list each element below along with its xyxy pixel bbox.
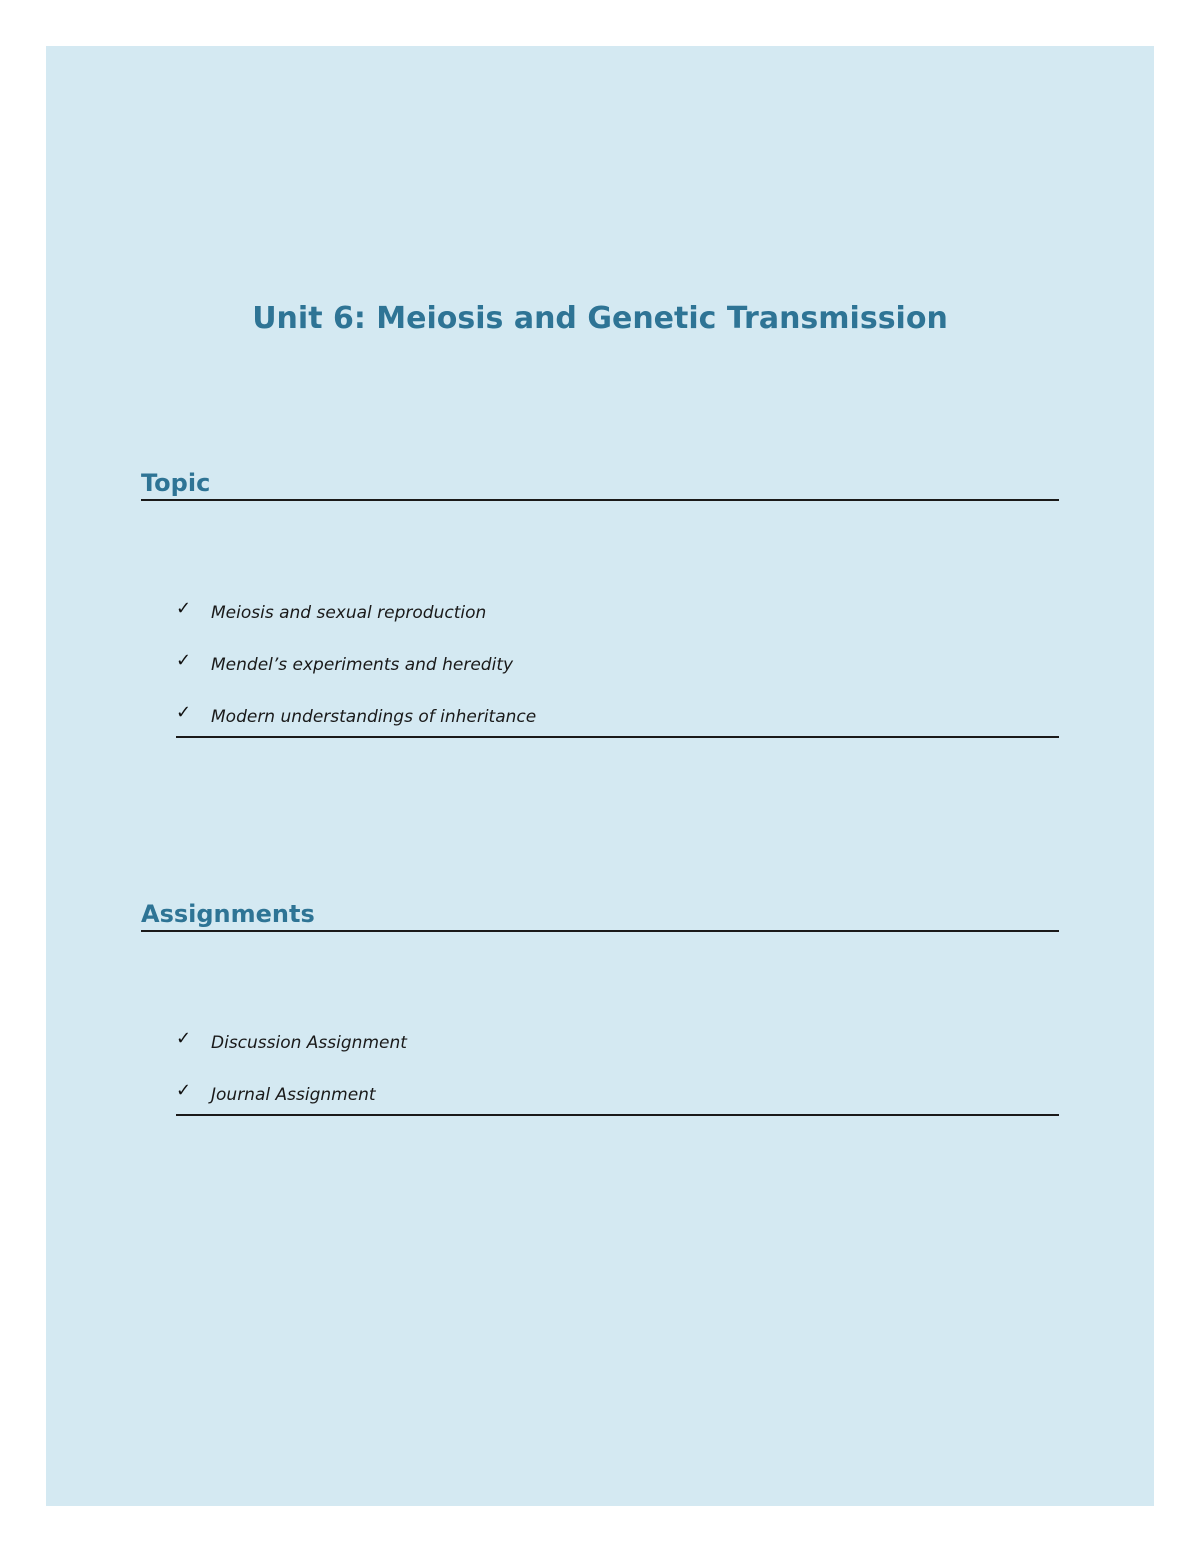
checkmark-icon: ✓ xyxy=(176,650,192,671)
page-title: Unit 6: Meiosis and Genetic Transmission xyxy=(252,301,948,336)
list-item xyxy=(176,702,1059,736)
checkmark-icon: ✓ xyxy=(176,1080,192,1101)
checkmark-icon: ✓ xyxy=(176,1028,192,1049)
list-item xyxy=(176,650,1059,705)
checkmark-icon: ✓ xyxy=(176,702,192,723)
topic-item-text: Meiosis and sexual reproduction xyxy=(211,603,487,623)
assignment-item-text: Journal Assignment xyxy=(211,1085,376,1105)
assignments-list xyxy=(176,1028,1059,1116)
list-item xyxy=(176,1080,1059,1114)
assignment-item-text: Discussion Assignment xyxy=(211,1033,407,1053)
page-panel xyxy=(46,46,1154,1506)
checkmark-icon: ✓ xyxy=(176,598,192,619)
topic-heading: Topic xyxy=(141,467,1059,501)
topic-list xyxy=(176,598,1059,738)
list-item xyxy=(176,1028,1059,1083)
list-item xyxy=(176,598,1059,653)
assignments-heading: Assignments xyxy=(141,898,1059,932)
topic-item-text: Mendel’s experiments and heredity xyxy=(211,655,514,675)
topic-item-text: Modern understandings of inheritance xyxy=(211,707,537,727)
